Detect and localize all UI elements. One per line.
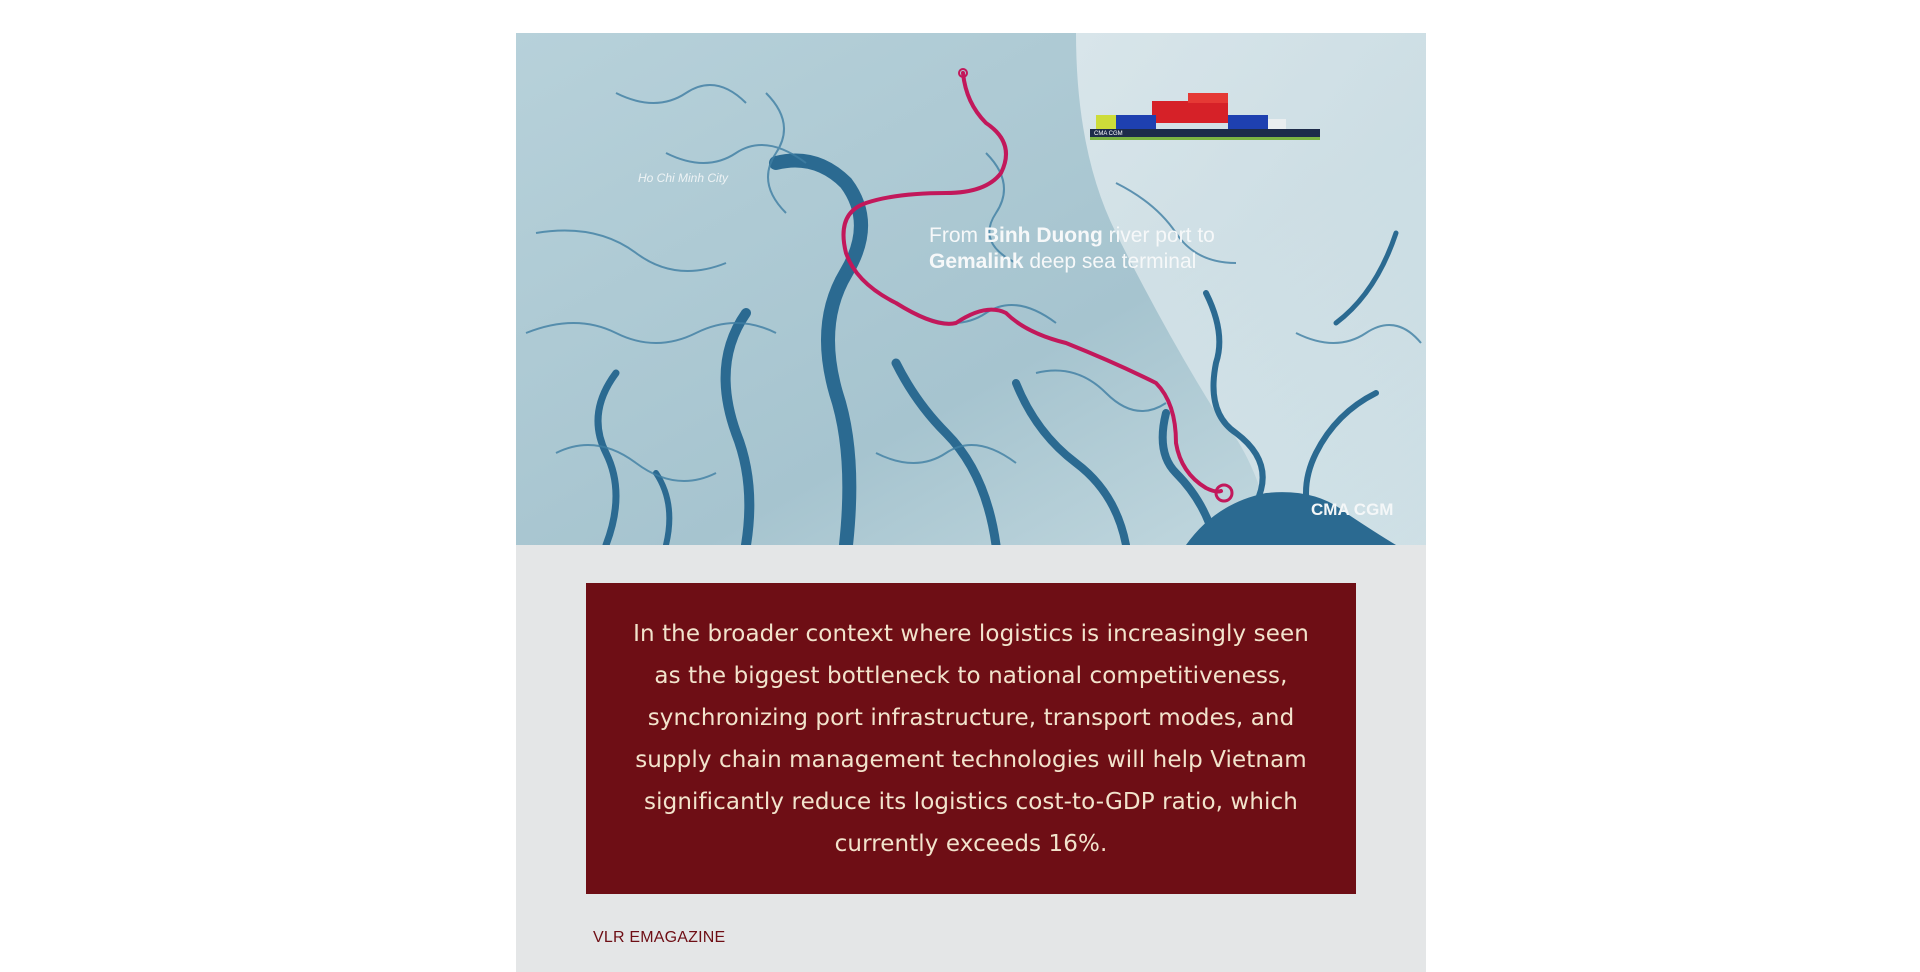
cma-cgm-watermark: CMA CGM (1311, 500, 1394, 519)
source-credit: VLR EMAGAZINE (593, 929, 726, 946)
map-graphic (516, 33, 1426, 545)
pull-quote-box (586, 583, 1356, 894)
pull-quote-text: In the broader context where logistics is increasingly seen as the biggest bottleneck to national competitiveness, synchronizing port infrastructure, transport modes, and supply chain management technologies will help Vietnam significantly reduce its logistics cost-to-GDP ratio, which currently exceeds 16%. (633, 620, 1309, 857)
article-block (516, 33, 1426, 972)
city-label: Ho Chi Minh City (638, 171, 729, 185)
map-caption-line2: Gemalink deep sea terminal (929, 250, 1197, 273)
ship-label: CMA CGM (1094, 131, 1123, 137)
map-caption-line1: From Binh Duong river port to (929, 224, 1215, 247)
route-map-image (516, 33, 1426, 545)
